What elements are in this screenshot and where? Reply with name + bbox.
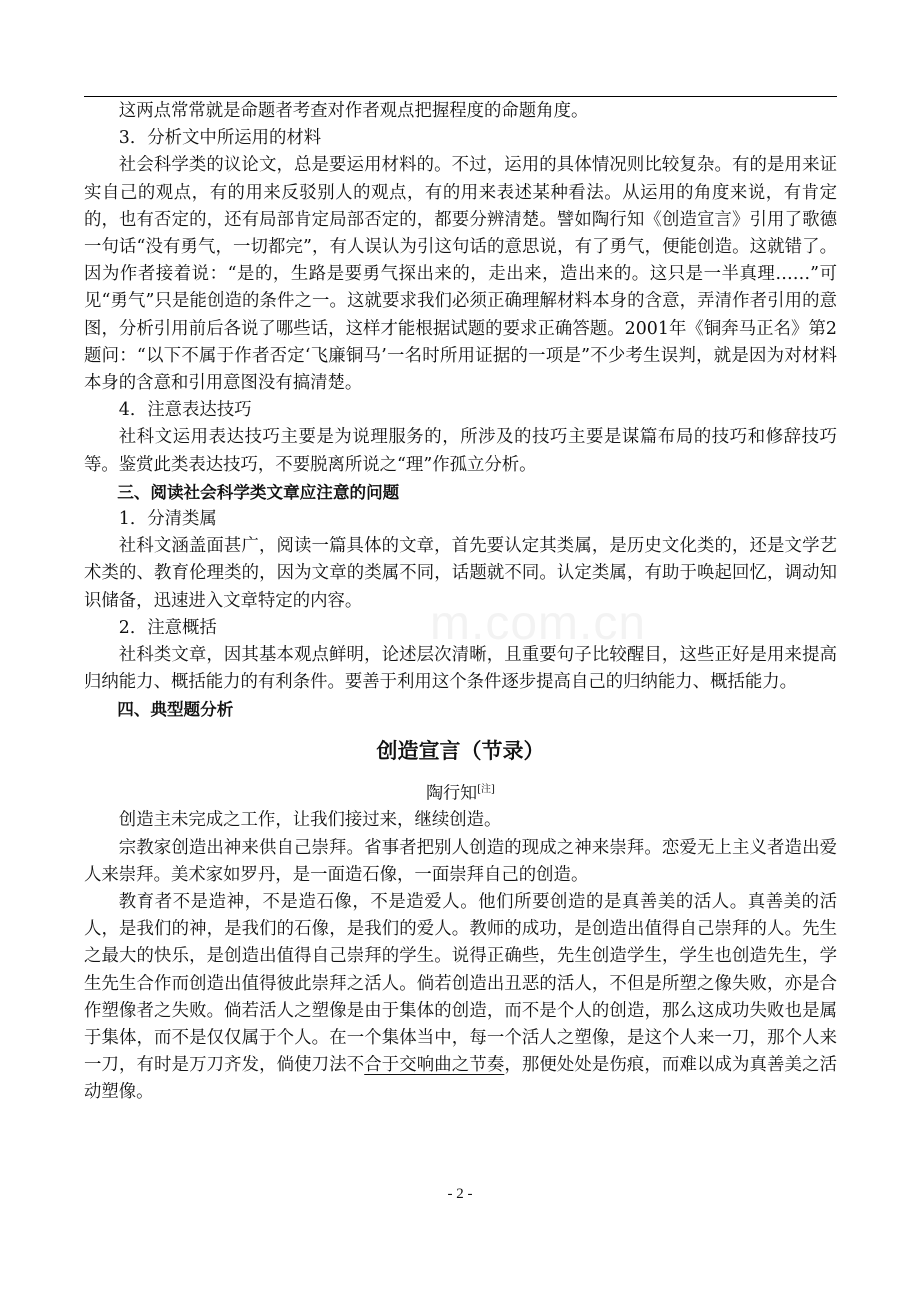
- header-rule: [84, 96, 837, 97]
- article-text: 教育者不是造神，不是造石像，不是造爱人。他们所要创造的是真善美的活人。真善美的活人，是我们的神，是我们的石像，是我们的爱人。教师的成功，是创造出值得自己崇拜的人。先生之最大的快乐，是创造出值得自己崇拜的学生。说得正确些，先生创造学生，学生也创造先生，学生先生合作而创造出值得彼此崇拜之活人。倘若创造出丑恶的活人，不但是所塑之像失败，亦是合作塑像者之失败。倘若活人之塑像是由于集体的创造，而不是个人的创造，那么这成功失败也是属于集体，而不是仅仅属于个人。在一个集体当中，每一个活人之塑像，是这个人来一刀，那个人来一刀，有时是万刀齐发，倘使刀法不: [84, 891, 837, 1076]
- article-paragraph: 宗教家创造出神来供自己崇拜。省事者把别人创造的现成之神来崇拜。恋爱无上主义者造出爱人来崇拜。美术家如罗丹，是一面造石像，一面崇拜自己的创造。: [84, 837, 837, 885]
- paragraph: 社科类文章，因其基本观点鲜明，论述层次清晰，且重要句子比较醒目，这些正好是用来提高归纳能力、概括能力的有利条件。要善于利用这个条件逐步提高自己的归纳能力、概括能力。: [84, 645, 837, 693]
- page-number: - 2 -: [447, 1186, 473, 1202]
- paragraph: 社会科学类的议论文，总是要运用材料的。不过，运用的具体情况则比较复杂。有的是用来证实自己的观点，有的用来反驳别人的观点，有的用来表述某种看法。从运用的角度来说，有肯定的，也有否定的，还有局部肯定局部否定的，都要分辨清楚。譬如陶行知《创造宣言》引用了歌德一句话“没有勇气，一切都完”，有人误认为引这句话的意思说，有了勇气，便能创造。这就错了。因为作者接着说：“是的，生路是要勇气探出来的，走出来，造出来的。这只是一半真理……”可见“勇气”只是能创造的条件之一。这就要求我们必须正确理解材料本身的含意，弄清作者引用的意图，分析引用前后各说了哪些话，这样才能根据试题的要求正确答题。2001年《铜奔马正名》第2题问：“以下不属于作者否定‘飞廉铜马’一名时所用证据的一项是”不少考生误判，就是因为对材料本身的含意和引用意图没有搞清楚。: [84, 155, 837, 394]
- subheading: 3．分析文中所运用的材料: [118, 128, 322, 149]
- paragraph: 社科文运用表达技巧主要是为说理服务的，所涉及的技巧主要是谋篇布局的技巧和修辞技巧等。鉴赏此类表达技巧，不要脱离所说之“理”作孤立分析。: [84, 427, 837, 475]
- subheading: 4．注意表达技巧: [118, 400, 252, 421]
- paragraph: 社科文涵盖面甚广，阅读一篇具体的文章，首先要认定其类属，是历史文化类的，还是文学艺术类的、教育伦理类的，因为文章的类属不同，话题就不同。认定类属，有助于唤起回忆，调动知识储备，迅速进入文章特定的内容。: [84, 536, 837, 611]
- author-name: 陶行知: [426, 783, 478, 804]
- article-paragraph: [84, 889, 837, 1107]
- section-heading: 三、阅读社会科学类文章应注意的问题: [117, 482, 400, 502]
- subheading: 1．分清类属: [118, 509, 217, 530]
- watermark: m.com.cn: [430, 597, 647, 650]
- article-text: ，那便处处是伤痕，而难以成为真善美之活动塑像。: [84, 1055, 837, 1103]
- article-author: [84, 776, 837, 808]
- page-content: [84, 98, 837, 1107]
- paragraph: 这两点常常就是命题者考查对作者观点把握程度的命题角度。: [118, 101, 589, 121]
- article-title: 创造宣言（节录）: [376, 738, 545, 763]
- underlined-phrase: 合于交响曲之节奏: [364, 1055, 505, 1076]
- subheading: 2．注意概括: [118, 617, 217, 638]
- author-note: [注]: [477, 783, 495, 795]
- article-paragraph: 创造主未完成之工作，让我们接过来，继续创造。: [118, 810, 502, 831]
- section-heading: 四、典型题分析: [117, 700, 234, 720]
